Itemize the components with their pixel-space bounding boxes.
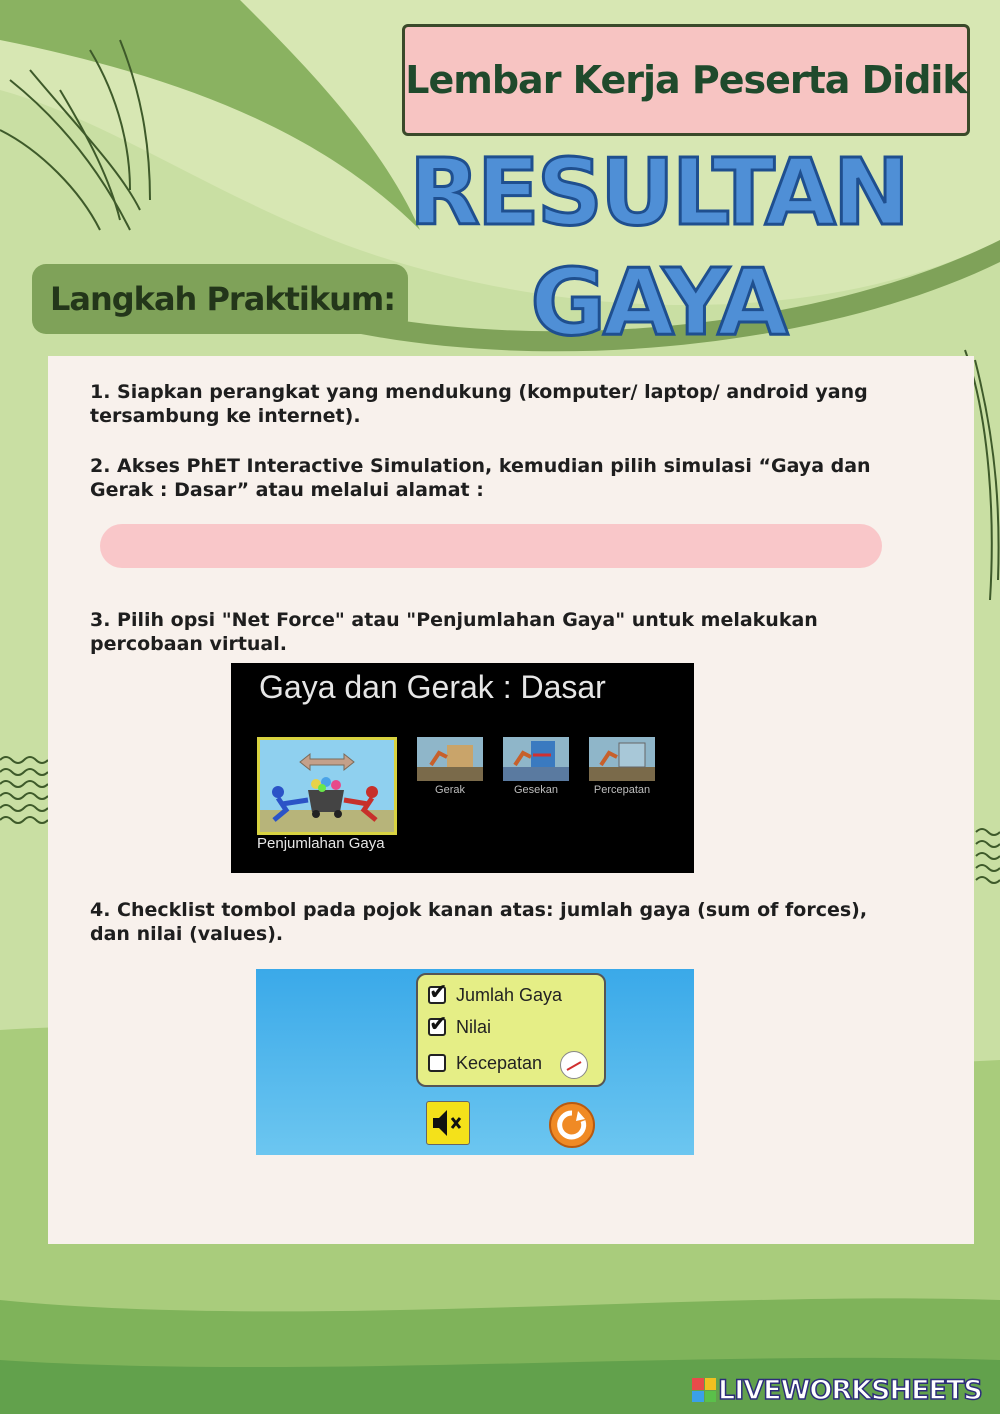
speedometer-icon [560,1051,588,1079]
sim-tile-motion [417,737,483,781]
step-4: 4. Checklist tombol pada pojok kanan atas: jumlah gaya (sum of forces), dan nilai (values). [90,899,868,945]
option-values[interactable] [428,1013,491,1041]
checkbox-values[interactable] [428,1012,448,1037]
step-3: 3. Pilih opsi "Net Force" atau "Penjumlahan Gaya" untuk melakukan percobaan virtual. [90,609,818,655]
section-label [32,264,408,334]
reset-icon [548,1101,596,1149]
option-speed[interactable] [428,1049,542,1077]
liveworksheets-logo [692,1372,982,1408]
motion-illustration [417,737,483,781]
step-1: 1. Siapkan perangkat yang mendukung (komputer/ laptop/ android yang tersambung ke internet). [90,381,868,427]
sim-tile-motion-label: Gerak [435,784,465,796]
checkbox-sum-of-forces[interactable] [428,980,448,1005]
reset-button[interactable] [548,1101,596,1149]
sim-tile-friction [503,737,569,781]
option-values-label: Nilai [456,1016,492,1037]
sim-tile-net-force [257,737,397,835]
liveworksheets-logo-text: LIVEWORKSHEETS [718,1374,982,1406]
sim-tile-net-force-label: Penjumlahan Gaya [257,835,385,852]
option-sum-of-forces-label: Jumlah Gaya [456,984,563,1005]
header-banner [402,24,970,136]
option-sum-of-forces[interactable] [428,981,562,1009]
mute-button[interactable] [426,1101,470,1145]
friction-illustration [503,737,569,781]
url-answer-field[interactable] [100,524,882,568]
option-speed-label: Kecepatan [456,1052,543,1073]
acceleration-illustration [589,737,655,781]
check-icon: ✔ [429,1012,448,1037]
sim-tile-acceleration-label: Percepatan [593,784,651,796]
sim-controls-screenshot [256,969,694,1155]
instructions-card [48,356,974,1244]
step-2: 2. Akses PhET Interactive Simulation, kemudian pilih simulasi “Gaya dan Gerak : Dasar” atau melalui alamat : [90,455,871,501]
page-title: RESULTAN GAYA [409,139,907,356]
sim-menu-screenshot [231,663,694,873]
header-subtitle: Lembar Kerja Peserta Didik [405,58,967,102]
check-icon: ✔ [429,980,448,1005]
sim-tile-acceleration [589,737,655,781]
sim-tile-friction-label: Gesekan [513,784,559,796]
net-force-illustration [260,740,394,832]
liveworksheets-icon [692,1378,716,1402]
checkbox-panel [416,973,606,1087]
checkbox-speed[interactable] [428,1054,446,1072]
section-label-text: Langkah Praktikum: [50,280,396,318]
sim-menu-title: Gaya dan Gerak : Dasar [259,669,606,705]
sound-off-icon [427,1102,469,1144]
